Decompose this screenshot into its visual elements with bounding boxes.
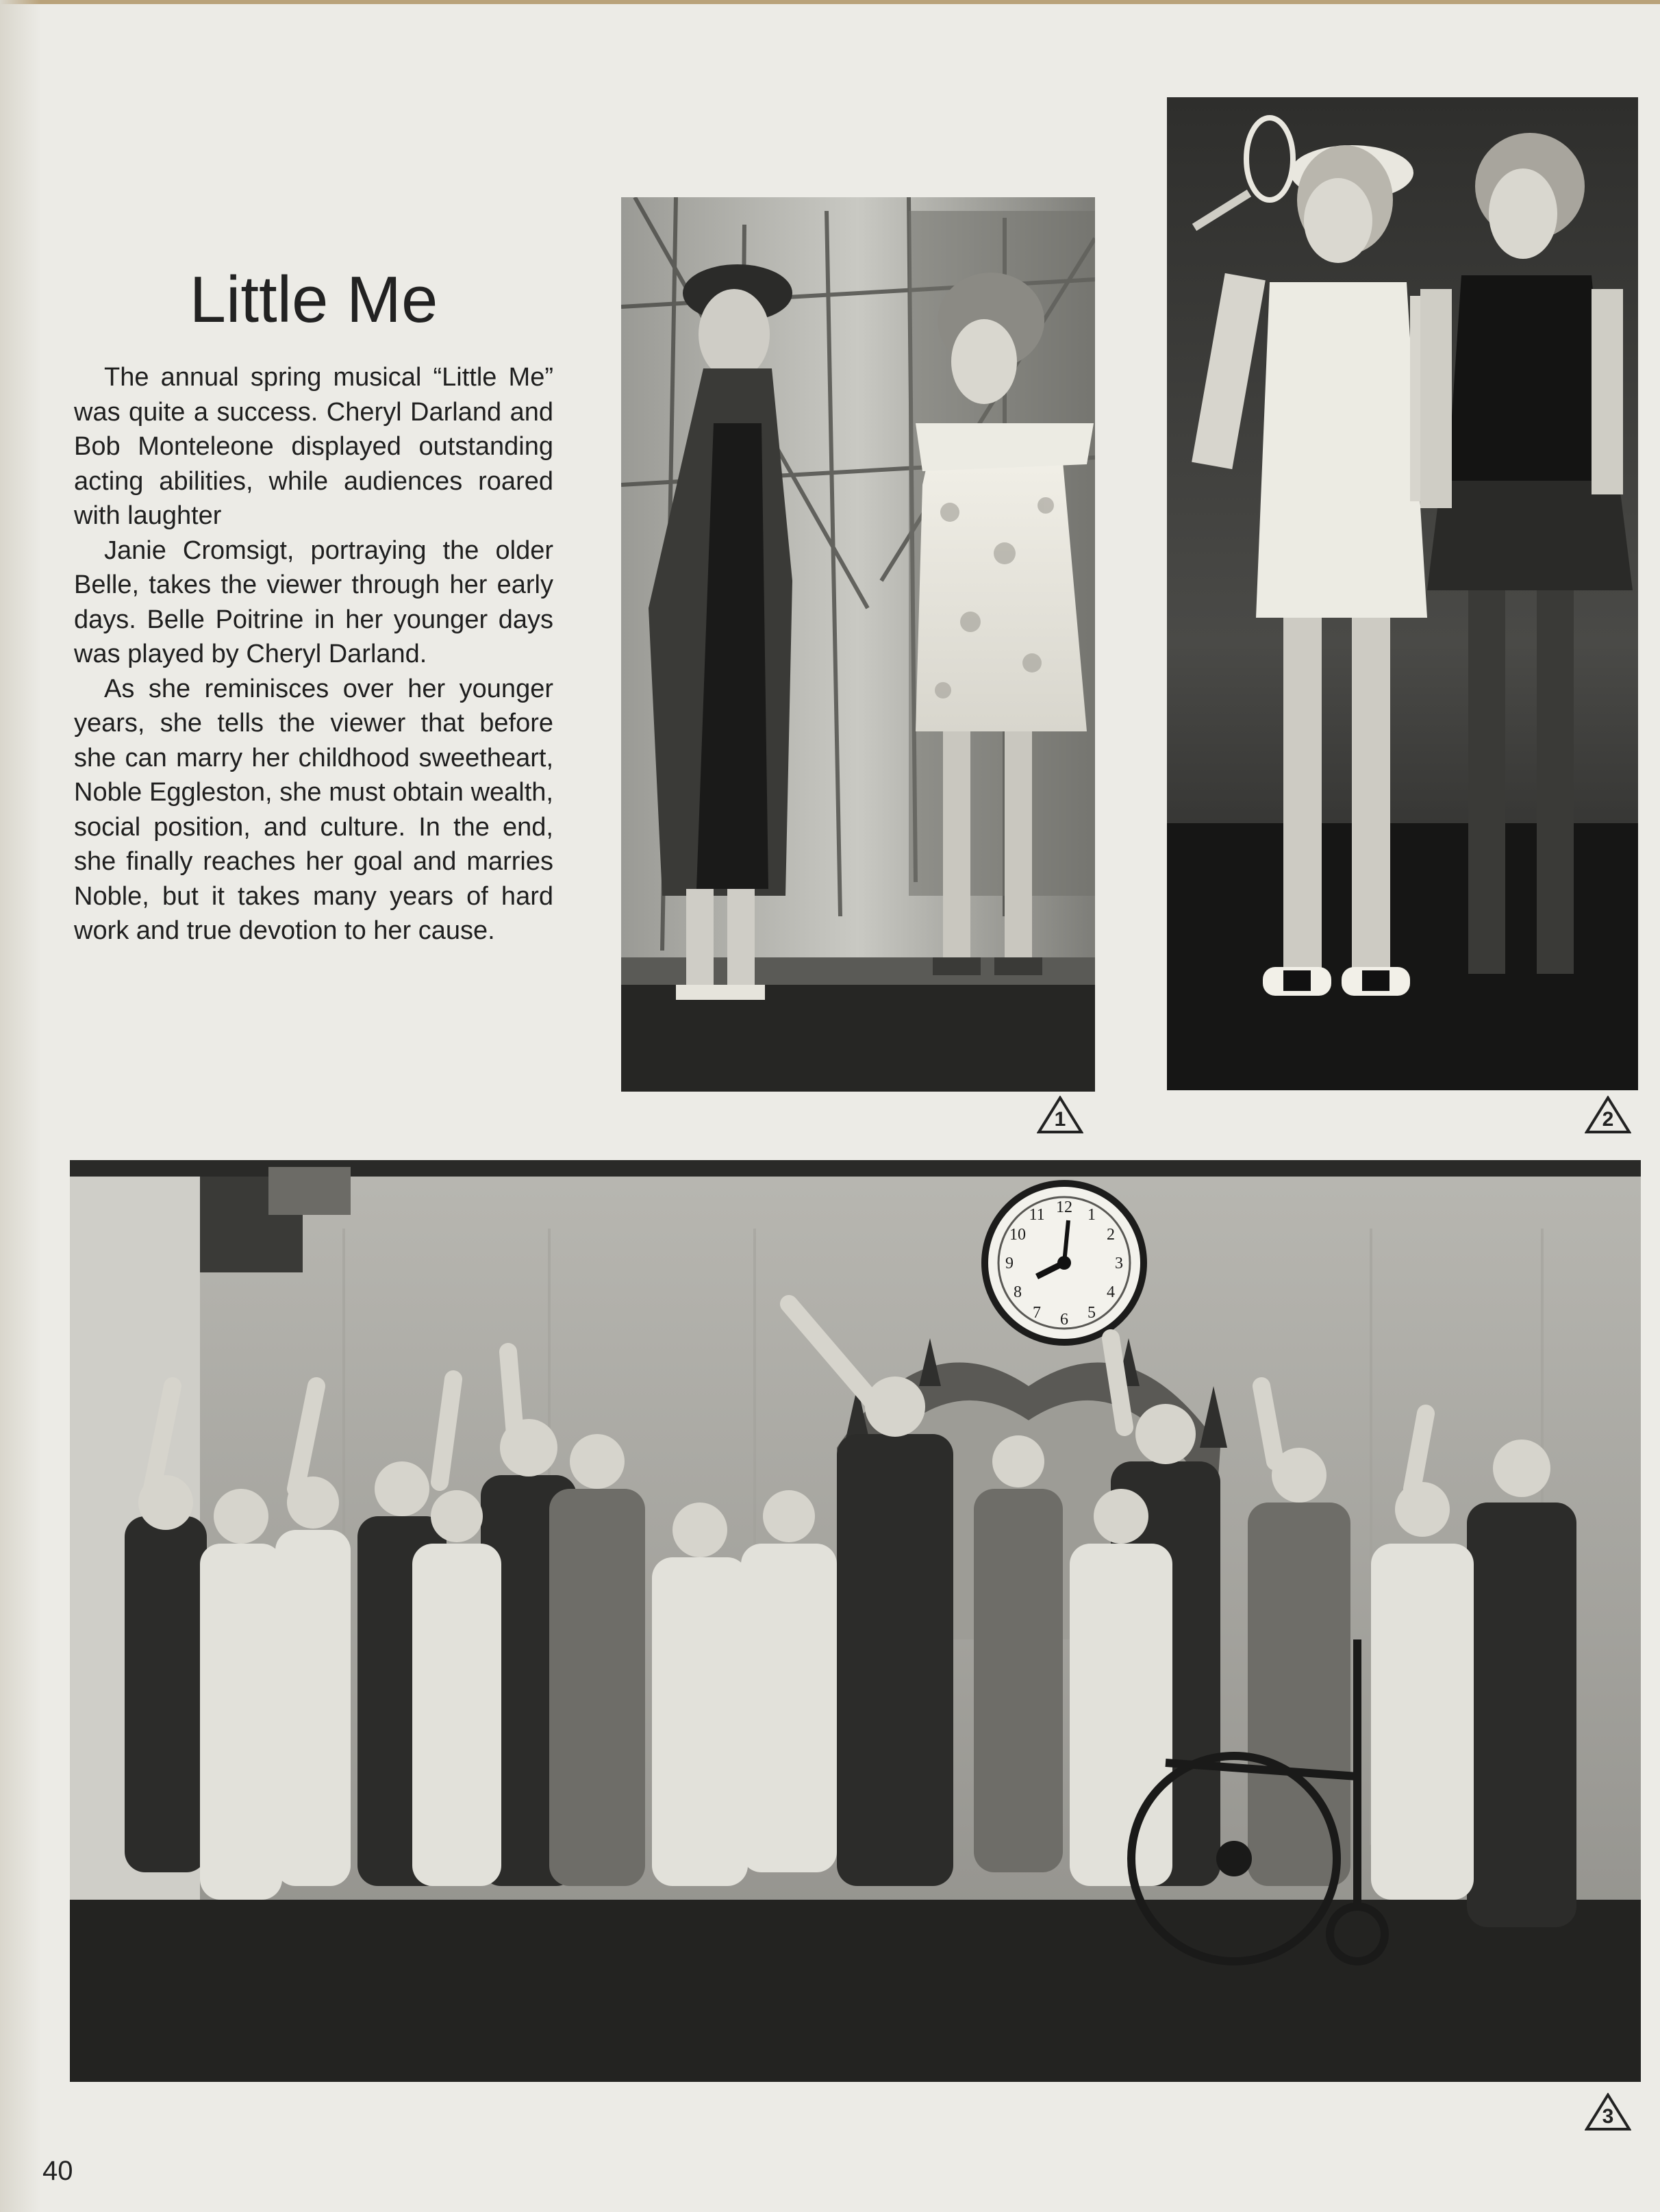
clock-numeral: 12: [1056, 1198, 1072, 1216]
clock-numeral: 1: [1087, 1206, 1096, 1224]
clock-numeral: 10: [1009, 1226, 1026, 1244]
photo-marker-number: 2: [1602, 1108, 1614, 1131]
stage-clock: [985, 1183, 1144, 1342]
clock-numeral: 2: [1107, 1226, 1115, 1244]
article-body: [74, 360, 553, 948]
page-number: 40: [42, 2156, 73, 2186]
article-paragraph: Janie Cromsigt, portraying the older Belle, takes the viewer through her early days. Belle Poitrine in her younger days was played by Cheryl Darland.: [74, 536, 553, 668]
article-paragraph: The annual spring musical “Little Me” was quite a success. Cheryl Darland and Bob Monteleone displayed outstanding acting abilities, while audiences roared with laughter: [74, 363, 553, 530]
clock-numeral: 7: [1033, 1304, 1041, 1322]
binding-shadow: [0, 0, 41, 2212]
clock-numeral: 4: [1107, 1283, 1115, 1301]
clock-numeral: 11: [1029, 1206, 1045, 1224]
article-title: Little Me: [189, 263, 438, 336]
photo-marker-number: 3: [1602, 2105, 1614, 2128]
photo-marker-1: [1037, 1096, 1083, 1134]
clock-numeral: 9: [1005, 1255, 1014, 1272]
page-edge: [0, 0, 1660, 4]
clock-numeral: 6: [1060, 1311, 1068, 1329]
cast-ensemble-illustration: [70, 1160, 1641, 2082]
photo-marker-number: 1: [1054, 1108, 1066, 1131]
article-paragraph: As she reminisces over her younger years, she tells the viewer that before she can marry her childhood sweetheart, Noble Eggleston, she must obtain wealth, social position, and culture. In the end, she finally reaches her goal and marries Noble, but it takes many years of hard work and true devotion to her cause.: [74, 674, 553, 945]
clock-numeral: 5: [1087, 1304, 1096, 1322]
photo-cabin-scene: [621, 197, 1095, 1092]
cabin-scene-illustration: [621, 197, 1095, 1092]
photo-tennis-duet: [1167, 97, 1638, 1090]
tennis-duet-illustration: [1167, 97, 1638, 1090]
photo-marker-3: [1585, 2093, 1631, 2131]
clock-numeral: 3: [1115, 1255, 1123, 1272]
photo-cast-ensemble: [70, 1160, 1641, 2082]
photo-marker-2: [1585, 1096, 1631, 1134]
clock-numeral: 8: [1014, 1283, 1022, 1301]
